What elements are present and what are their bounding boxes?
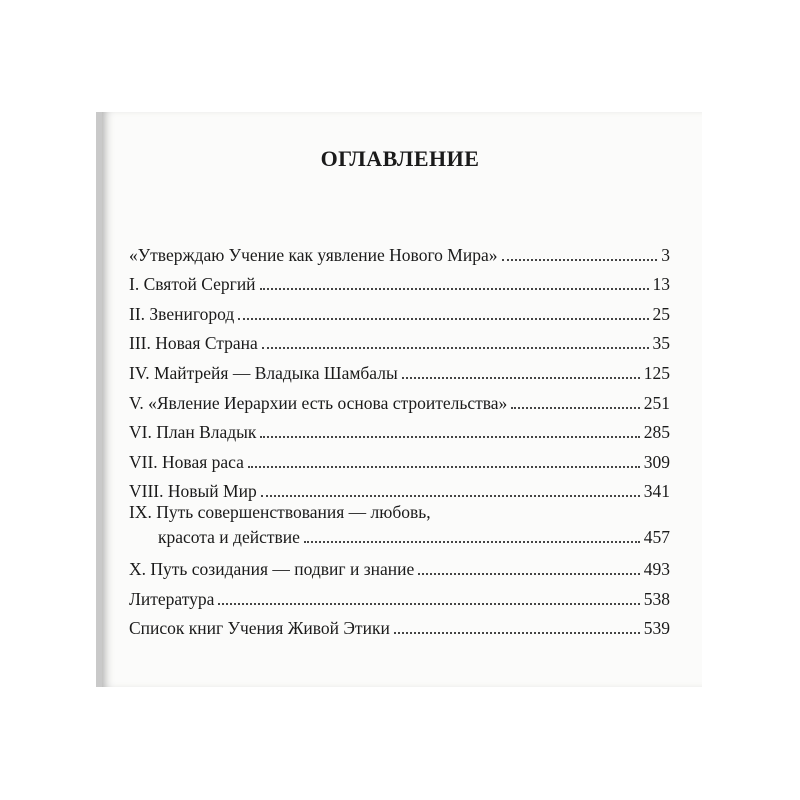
toc-entry [129, 325, 670, 355]
toc-entry-label: IV. Майтрейя — Владыка Шамбалы [129, 363, 402, 384]
toc-entry [129, 550, 670, 580]
dot-leader [511, 407, 639, 409]
toc-entry-label: II. Звенигород [129, 304, 238, 325]
toc-entry-label: VIII. Новый Мир [129, 481, 261, 502]
page-title: ОГЛАВЛЕНИЕ [320, 146, 480, 171]
toc-entry-label: VI. План Владык [129, 422, 260, 443]
toc-entry [129, 502, 670, 550]
toc-entry-label: I. Святой Сергий [129, 274, 260, 295]
toc-entry-page: 13 [652, 274, 670, 295]
toc-entry-label: «Утверждаю Учение как уявление Нового Мира» [129, 245, 502, 266]
toc-entry-label: VII. Новая раса [129, 452, 248, 473]
toc-entry [129, 414, 670, 444]
toc-entry-page: 125 [643, 362, 670, 383]
dot-leader [502, 259, 658, 261]
toc-entry [129, 580, 670, 610]
toc-entry-page: 538 [643, 588, 670, 609]
toc-entry-page: 539 [643, 618, 670, 639]
dot-leader [260, 288, 649, 290]
toc-entry-page: 3 [661, 244, 670, 265]
toc-entry [129, 236, 670, 266]
toc-entry [129, 295, 670, 325]
toc-entry [129, 443, 670, 473]
dot-leader [218, 603, 639, 605]
dot-leader [418, 573, 639, 575]
toc-entry-label: Список книг Учения Живой Этики [129, 618, 394, 639]
dot-leader [402, 377, 640, 379]
toc-entry-label: V. «Явление Иерархии есть основа строительства» [129, 393, 511, 414]
toc-entry [129, 384, 670, 414]
toc-entry-page: 285 [643, 422, 670, 443]
toc-entry-label: III. Новая Страна [129, 333, 262, 354]
toc-entry-page: 341 [643, 481, 670, 502]
toc-entry-page: 309 [643, 451, 670, 472]
toc-entry-page: 251 [643, 392, 670, 413]
toc-entry-label: IX. Путь совершенствования — любовь, [129, 502, 435, 522]
toc-entry [129, 266, 670, 296]
toc-entry-page: 35 [652, 333, 670, 354]
table-of-contents [129, 236, 670, 639]
dot-leader [248, 466, 640, 468]
toc-entry [129, 610, 670, 640]
dot-leader [304, 541, 640, 543]
toc-entry-page: 25 [652, 303, 670, 324]
dot-leader [261, 495, 640, 497]
dot-leader [260, 436, 639, 438]
toc-entry-page: 493 [643, 558, 670, 579]
toc-entry-label: Литература [129, 589, 218, 610]
dot-leader [238, 318, 648, 320]
toc-entry-page: 457 [643, 527, 670, 548]
toc-entry-label-continued: красота и действие [158, 527, 304, 548]
toc-entry [129, 473, 670, 503]
dot-leader [262, 347, 649, 349]
toc-entry [129, 354, 670, 384]
dot-leader [394, 632, 640, 634]
toc-entry-label: X. Путь созидания — подвиг и знание [129, 559, 418, 580]
